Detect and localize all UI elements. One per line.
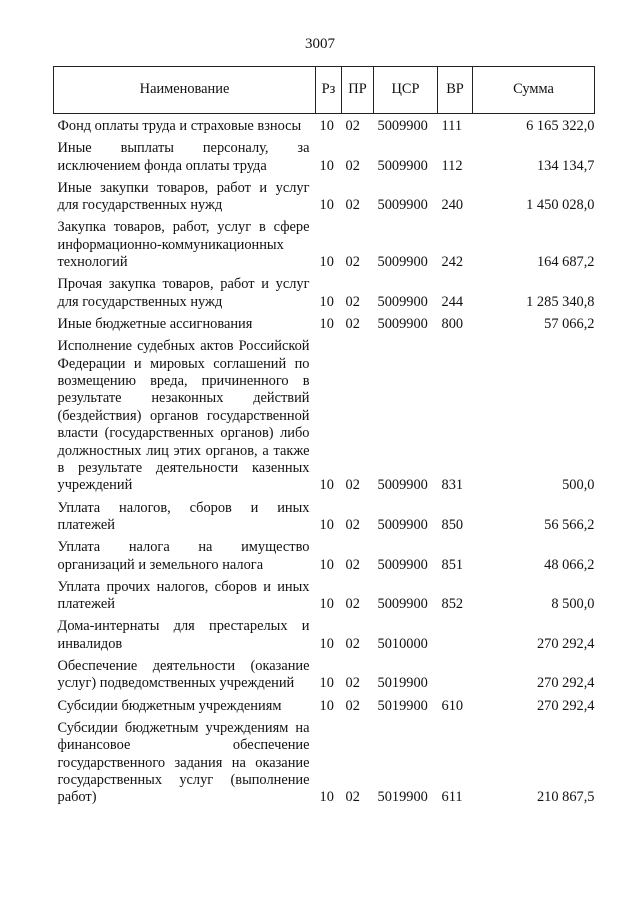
table-row — [54, 217, 595, 274]
cell-sum: 1 450 028,0 — [526, 197, 595, 214]
cell-name: Прочая закупка товаров, работ и услуг для государственных нужд — [57, 276, 310, 310]
table-row — [54, 336, 595, 497]
cell-rz: 10 — [319, 596, 334, 613]
table-row — [54, 497, 595, 537]
header-name: Наименование — [54, 67, 316, 114]
header-vr: ВР — [438, 67, 473, 114]
cell-pr: 02 — [345, 118, 360, 134]
cell-rz: 10 — [319, 315, 334, 332]
cell-rz: 10 — [319, 517, 334, 533]
cell-pr: 02 — [345, 477, 360, 494]
cell-sum: 164 687,2 — [536, 254, 595, 271]
cell-vr — [438, 616, 473, 656]
cell-sum: 8 500,0 — [551, 596, 595, 613]
cell-pr: 02 — [345, 157, 360, 174]
cell-rz: 10 — [319, 197, 334, 214]
cell-csr: 5009900 — [377, 118, 428, 134]
cell-sum: 48 066,2 — [544, 556, 595, 573]
cell-sum: 56 566,2 — [544, 517, 595, 533]
cell-name: Дома-интернаты для престарелых и инвалидов — [57, 618, 310, 652]
cell-name: Иные бюджетные ассигнования — [57, 315, 253, 332]
table-body — [54, 114, 595, 810]
cell-vr: 851 — [441, 556, 464, 573]
cell-pr: 02 — [345, 293, 360, 310]
cell-pr: 02 — [345, 596, 360, 613]
cell-pr: 02 — [345, 635, 360, 652]
table-row — [54, 177, 595, 217]
cell-csr: 5009900 — [377, 596, 428, 613]
cell-sum: 1 285 340,8 — [526, 293, 595, 310]
cell-vr: 850 — [441, 517, 464, 533]
cell-csr: 5010000 — [377, 635, 428, 652]
cell-name: Иные закупки товаров, работ и услуг для государственных нужд — [57, 179, 310, 214]
cell-name: Закупка товаров, работ, услуг в сфере информационно-коммуникационных технологий — [57, 219, 310, 271]
cell-name: Субсидии бюджетным учреждениям на финансовое обеспечение государственного задания на оказание государственных услуг (выполнение работ) — [57, 719, 310, 806]
cell-vr: 242 — [441, 254, 464, 271]
cell-csr: 5009900 — [377, 197, 428, 214]
table-row — [54, 537, 595, 577]
table-row — [54, 314, 595, 336]
cell-csr: 5009900 — [377, 517, 428, 533]
cell-csr: 5009900 — [377, 293, 428, 310]
cell-pr: 02 — [345, 315, 360, 332]
cell-sum: 500,0 — [562, 477, 595, 494]
cell-sum: 134 134,7 — [536, 157, 595, 174]
budget-table — [53, 66, 595, 809]
cell-vr: 611 — [441, 789, 463, 806]
cell-csr: 5009900 — [377, 477, 428, 494]
cell-sum: 210 867,5 — [536, 789, 595, 806]
cell-csr: 5019900 — [377, 789, 428, 806]
table-row — [54, 114, 595, 138]
cell-rz: 10 — [319, 157, 334, 174]
cell-csr: 5009900 — [377, 556, 428, 573]
header-sum: Сумма — [473, 67, 595, 114]
cell-vr: 112 — [441, 157, 463, 174]
cell-pr: 02 — [345, 517, 360, 533]
cell-sum: 270 292,4 — [536, 635, 595, 652]
table-row — [54, 616, 595, 656]
cell-name: Иные выплаты персоналу, за исключением фонда оплаты труда — [57, 140, 310, 174]
table-row — [54, 138, 595, 178]
cell-rz: 10 — [319, 789, 334, 806]
cell-name: Уплата налогов, сборов и иных платежей — [57, 499, 310, 533]
cell-vr: 240 — [441, 197, 464, 214]
cell-csr: 5009900 — [377, 254, 428, 271]
cell-sum: 270 292,4 — [536, 697, 595, 714]
cell-rz: 10 — [319, 675, 334, 692]
cell-name: Фонд оплаты труда и страховые взносы — [57, 118, 302, 134]
cell-sum: 270 292,4 — [536, 675, 595, 692]
cell-pr: 02 — [345, 197, 360, 214]
cell-name: Субсидии бюджетным учреждениям — [57, 697, 282, 714]
cell-rz: 10 — [319, 697, 334, 714]
header-rz: Рз — [316, 67, 342, 114]
cell-vr — [438, 656, 473, 696]
table-row — [54, 274, 595, 314]
cell-csr: 5009900 — [377, 315, 428, 332]
table-header-row — [54, 67, 595, 114]
cell-rz: 10 — [319, 118, 334, 134]
cell-name: Обеспечение деятельности (оказание услуг) подведомственных учреждений — [57, 657, 310, 692]
cell-pr: 02 — [345, 556, 360, 573]
table-row — [54, 656, 595, 696]
cell-pr: 02 — [345, 675, 360, 692]
cell-vr: 610 — [441, 697, 464, 714]
cell-csr: 5009900 — [377, 157, 428, 174]
header-pr: ПР — [342, 67, 374, 114]
cell-pr: 02 — [345, 697, 360, 714]
cell-csr: 5019900 — [377, 675, 428, 692]
cell-sum: 6 165 322,0 — [526, 118, 595, 134]
cell-rz: 10 — [319, 293, 334, 310]
cell-name: Исполнение судебных актов Российской Федерации и мировых соглашений по возмещению вреда, причиненного в результате незаконных действий (бездействия) органов государственной власти (государственных органов) либо должностных лиц этих органов, а также в результате деятельности казенных учреждений — [57, 338, 310, 494]
cell-rz: 10 — [319, 556, 334, 573]
table-row — [54, 717, 595, 809]
cell-rz: 10 — [319, 635, 334, 652]
cell-vr: 111 — [441, 118, 463, 134]
header-csr: ЦСР — [374, 67, 438, 114]
cell-vr: 800 — [441, 315, 464, 332]
cell-name: Уплата прочих налогов, сборов и иных платежей — [57, 578, 310, 613]
cell-pr: 02 — [345, 254, 360, 271]
cell-sum: 57 066,2 — [544, 315, 595, 332]
cell-name: Уплата налога на имущество организаций и земельного налога — [57, 539, 310, 573]
page-number: 3007 — [305, 36, 335, 52]
cell-rz: 10 — [319, 254, 334, 271]
table-row — [54, 576, 595, 616]
cell-vr: 831 — [441, 477, 464, 494]
cell-vr: 244 — [441, 293, 464, 310]
cell-rz: 10 — [319, 477, 334, 494]
cell-pr: 02 — [345, 789, 360, 806]
cell-vr: 852 — [441, 596, 464, 613]
table-row — [54, 695, 595, 717]
cell-csr: 5019900 — [377, 697, 428, 714]
